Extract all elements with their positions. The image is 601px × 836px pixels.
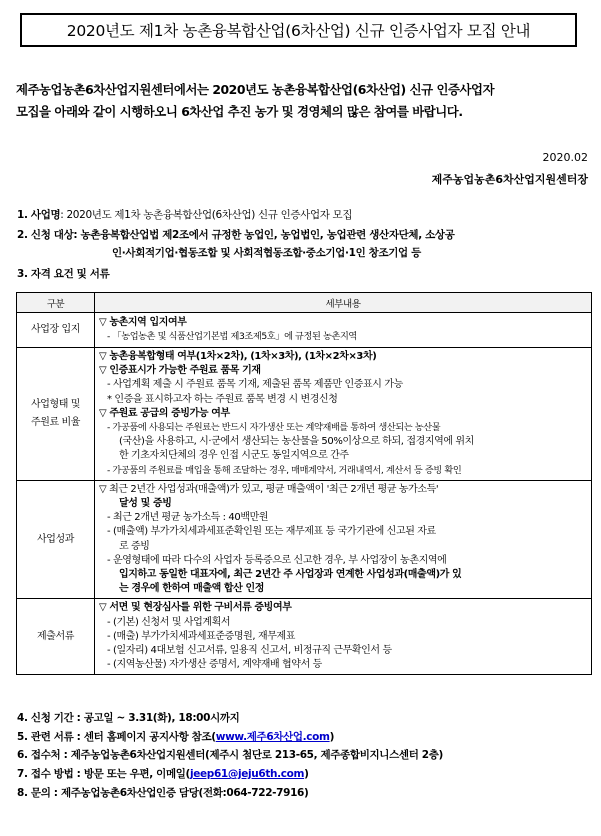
row-category: 사업형태 및 주원료 비율 xyxy=(17,348,95,481)
top-items xyxy=(17,209,592,281)
item-text: : 농촌융복합산업법 제2조에서 규정한 농업인, 농업법인, 농업관련 생산자단체, 소상공 xyxy=(73,229,455,241)
header-detail: 세부내용 xyxy=(95,293,592,313)
header-category: 구분 xyxy=(17,293,95,313)
item-text: : 2020년도 제1차 농촌융복합산업(6차산업) 신규 인증사업자 모집 xyxy=(60,209,353,221)
sender-name: 제주농업농촌6차산업지원센터장 xyxy=(431,173,588,186)
item-2 xyxy=(17,229,592,242)
item-7: 7. 접수 방법 : 방문 또는 우편, 이메일( jeep61@jeju6th.com ) xyxy=(17,765,443,784)
bottom-items xyxy=(17,709,443,803)
item-5: 5. 관련 서류 : 센터 홈페이지 공지사항 참조( www.제주6차산업.com ) xyxy=(17,728,443,747)
intro-line: 모집을 아래와 같이 시행하오니 6차산업 추진 농가 및 경영체의 많은 참여를 바랍니다. xyxy=(16,104,463,119)
item-8: 8. 문의 : 제주농업농촌6차산업인증 담당(전화:064-722-7916) xyxy=(17,786,309,799)
item-label: 2. 신청 대상 xyxy=(17,229,74,241)
document-title: 2020년도 제1차 농촌융복합산업(6차산업) 신규 인증사업자 모집 안내 xyxy=(66,22,531,40)
row-category: 사업성과 xyxy=(17,480,95,599)
row-detail: ▽ 농촌융복합형태 여부(1차×2차), (1차×3차), (1차×2차×3차) ▽ 인증표시가 가능한 주원료 품목 기재 - 사업계획 제출 시 주원료 품목 기재, 제출된 품목 제품만 인증표시 가능 * 인증을 표시하고자 하는 주원료 품목 변경 시 변경신청 ▽ 주원료 공급의 증빙가능 여부 - 가공품에 사용되는 주원료는 반드시 자가생산 또는 계약재배를 통하여 생산되는 농산물 (국산)을 사용하고, 시·군에서 생산되는 농산물을 50%이상으로 하되, 접경지역에 위치 한 기초자치단체의 경우 인접 시군도 동일지역으로 간주 - 가공품의 주원료를 매입을 통해 조달하는 경우, 매매계약서, 거래내역서, 계산서 등 증빙 확인 xyxy=(95,348,592,481)
email-link[interactable]: jeep61@jeju6th.com xyxy=(189,768,305,781)
table-header-row xyxy=(17,293,592,313)
table-row xyxy=(17,348,592,481)
requirements-table xyxy=(16,292,592,675)
item-4: 4. 신청 기간 : 공고일 ~ 3.31(화), 18:00시까지 xyxy=(17,712,240,724)
row-detail: ▽ 서면 및 현장심사를 위한 구비서류 증빙여부 - (기본) 신청서 및 사업계획서 - (매출) 부가가치세과세표준증명원, 재무제표 - (일자리) 4대보험 신고서류, 일용직 신고서, 비정규직 근무확인서 등 - (지역농산물) 자가생산 증명서, 계약재배 협약서 등 xyxy=(95,599,592,675)
item-3 xyxy=(17,268,592,281)
table-row xyxy=(17,313,592,348)
row-detail: ▽ 농촌지역 입지여부 - 「농업농촌 및 식품산업기본법 제3조제5호」에 규정된 농촌지역 xyxy=(95,313,592,348)
document-title-box xyxy=(20,13,577,47)
item-label: 3. 자격 요건 및 서류 xyxy=(17,268,110,280)
intro-line: 제주농업농촌6차산업지원센터에서는 2020년도 농촌융복합산업(6차산업) 신규 인증사업자 xyxy=(16,82,495,97)
intro-paragraph xyxy=(16,79,591,123)
item-2-continued xyxy=(17,247,592,260)
row-category: 사업장 입지 xyxy=(17,313,95,348)
table-row xyxy=(17,480,592,599)
item-1 xyxy=(17,209,592,222)
row-detail: ▽ 최근 2년간 사업성과(매출액)가 있고, 평균 매출액이 '최근 2개년 평균 농가소득' 달성 및 증빙 - 최근 2개년 평균 농가소득 : 40백만원 - (매출액) 부가가치세과세표준확인원 또는 재무제표 등 국가기관에 신고된 자료 로 증빙 - 운영형태에 따라 다수의 사업자 등록증으로 신고한 경우, 부 사업장이 농촌지역에 입지하고 동일한 대표자에, 최근 2년간 주 사업장과 연계한 사업성과(매출액)가 있 는 경우에 한하여 매출액 합산 인정 xyxy=(95,480,592,599)
item-text: 인·사회적기업·협동조합 및 사회적협동조합·중소기업·1인 창조기업 등 xyxy=(112,247,421,259)
document-date: 2020.02 xyxy=(542,151,588,164)
row-category: 제출서류 xyxy=(17,599,95,675)
item-6: 6. 접수처 : 제주농업농촌6차산업지원센터(제주시 첨단로 213-65, 제주종합비지니스센터 2층) xyxy=(17,749,443,762)
table-row xyxy=(17,599,592,675)
homepage-link[interactable]: www.제주6차산업.com xyxy=(215,730,330,743)
item-label: 1. 사업명 xyxy=(17,209,61,221)
